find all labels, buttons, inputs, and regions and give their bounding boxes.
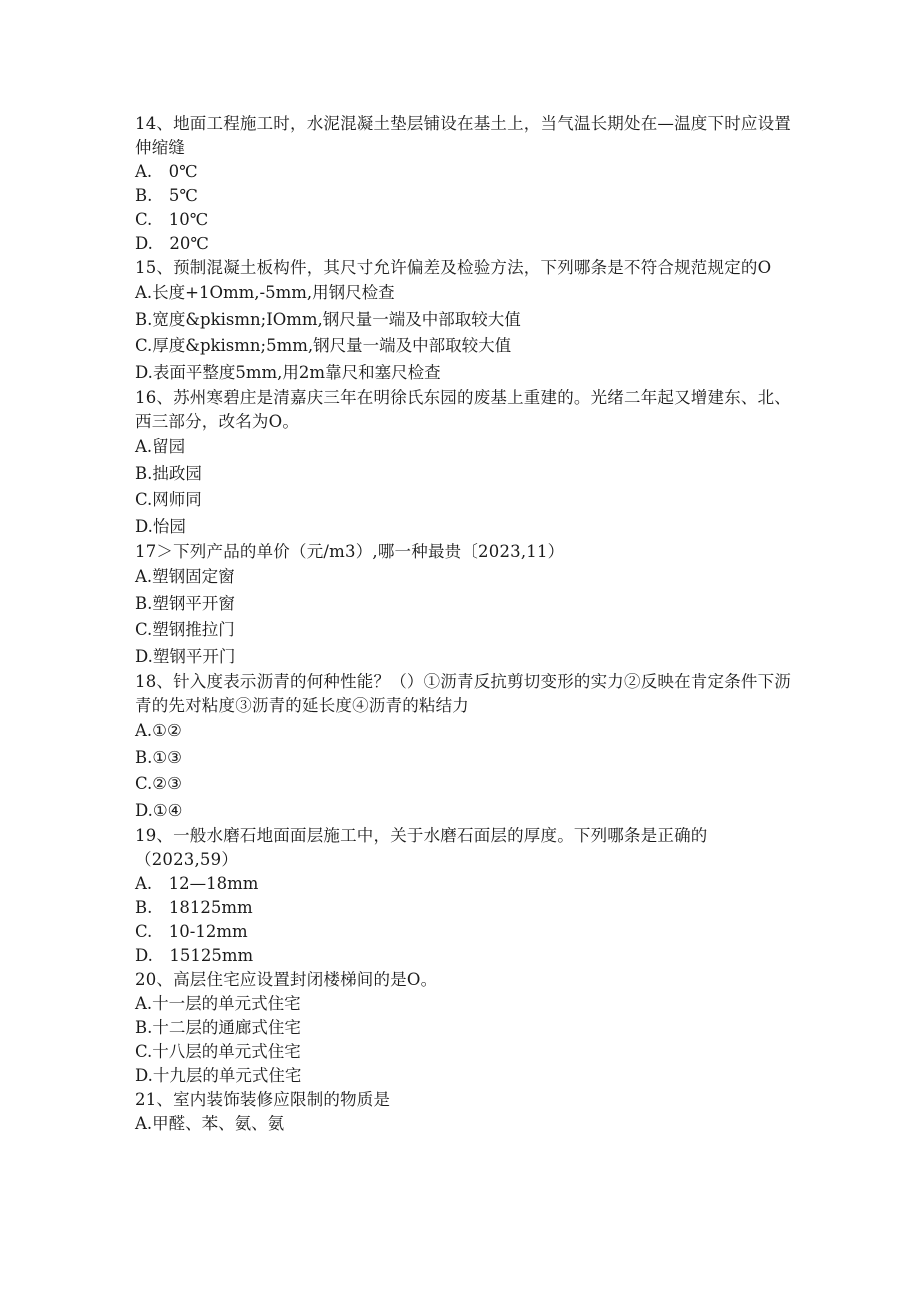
option-b: B.拙政园: [135, 463, 202, 483]
question-stem: 20、高层住宅应设置封闭楼梯间的是O。: [135, 970, 438, 989]
option-a: A.甲醛、苯、氨、氨: [135, 1114, 285, 1133]
question-20: [135, 968, 795, 1088]
option-d: D.①④: [135, 800, 183, 820]
question-17: [135, 540, 795, 670]
option-d: D.怡园: [135, 516, 186, 536]
option-b: B.塑钢平开窗: [135, 593, 235, 613]
option-c: C. 10-12mm: [135, 922, 248, 941]
question-stem: 14、地面工程施工时，水泥混凝土垫层铺设在基土上，当气温长期处在—温度下时应设置伸缩缝: [135, 114, 791, 157]
option-c: C.②③: [135, 774, 182, 793]
option-c: C. 10℃: [135, 210, 209, 229]
option-b: B.宽度&pkismn;IOmm,钢尺量一端及中部取较大值: [135, 309, 521, 329]
option-c: C.塑钢推拉门: [135, 620, 235, 639]
option-b: B. 5℃: [135, 186, 198, 205]
option-d: D. 15125mm: [135, 946, 254, 965]
option-c: C.厚度&pkismn;5mm,钢尺量一端及中部取较大值: [135, 336, 512, 355]
option-a: A. 12—18mm: [135, 874, 259, 893]
question-stem: 19、一般水磨石地面面层施工中，关于水磨石面层的厚度。下列哪条是正确的（2023,59）: [135, 826, 708, 869]
option-b: B. 18125mm: [135, 898, 253, 917]
question-21: [135, 1088, 795, 1136]
option-c: C.网师同: [135, 490, 202, 509]
option-d: D.十九层的单元式住宅: [135, 1066, 302, 1085]
question-16: [135, 386, 795, 540]
option-a: A.留园: [135, 437, 186, 456]
question-stem: 21、室内装饰装修应限制的物质是: [135, 1090, 391, 1109]
question-stem: 15、预制混凝土板构件，其尺寸允许偏差及检验方法，下列哪条是不符合规范规定的O: [135, 258, 772, 277]
question-15: [135, 256, 795, 386]
question-18: [135, 670, 795, 824]
question-stem: 18、针入度表示沥青的何种性能？（）①沥青反抗剪切变形的实力②反映在肯定条件下沥青的先对粘度③沥青的延长度④沥青的粘结力: [135, 672, 791, 715]
option-a: A. 0℃: [135, 162, 198, 181]
question-14: [135, 112, 795, 256]
question-stem: 17＞下列产品的单价（元/m3）,哪一种最贵〔2023,11）: [135, 542, 565, 561]
question-19: [135, 824, 795, 968]
option-c: C.十八层的单元式住宅: [135, 1042, 301, 1061]
option-a: A.①②: [135, 721, 182, 740]
option-a: A.塑钢固定窗: [135, 567, 235, 586]
question-list: [135, 112, 795, 1136]
option-d: D. 20℃: [135, 234, 209, 253]
option-b: B.①③: [135, 747, 182, 767]
option-d: D.塑钢平开门: [135, 646, 236, 666]
option-a: A.长度+1Omm,-5mm,用钢尺检查: [135, 283, 395, 302]
option-a: A.十一层的单元式住宅: [135, 994, 301, 1013]
question-stem: 16、苏州寒碧庄是清嘉庆三年在明徐氏东园的废基上重建的。光绪二年起又增建东、北、西三部分，改名为O。: [135, 388, 791, 431]
option-d: D.表面平整度5mm,用2m靠尺和塞尺检查: [135, 362, 441, 382]
option-b: B.十二层的通廊式住宅: [135, 1018, 301, 1037]
